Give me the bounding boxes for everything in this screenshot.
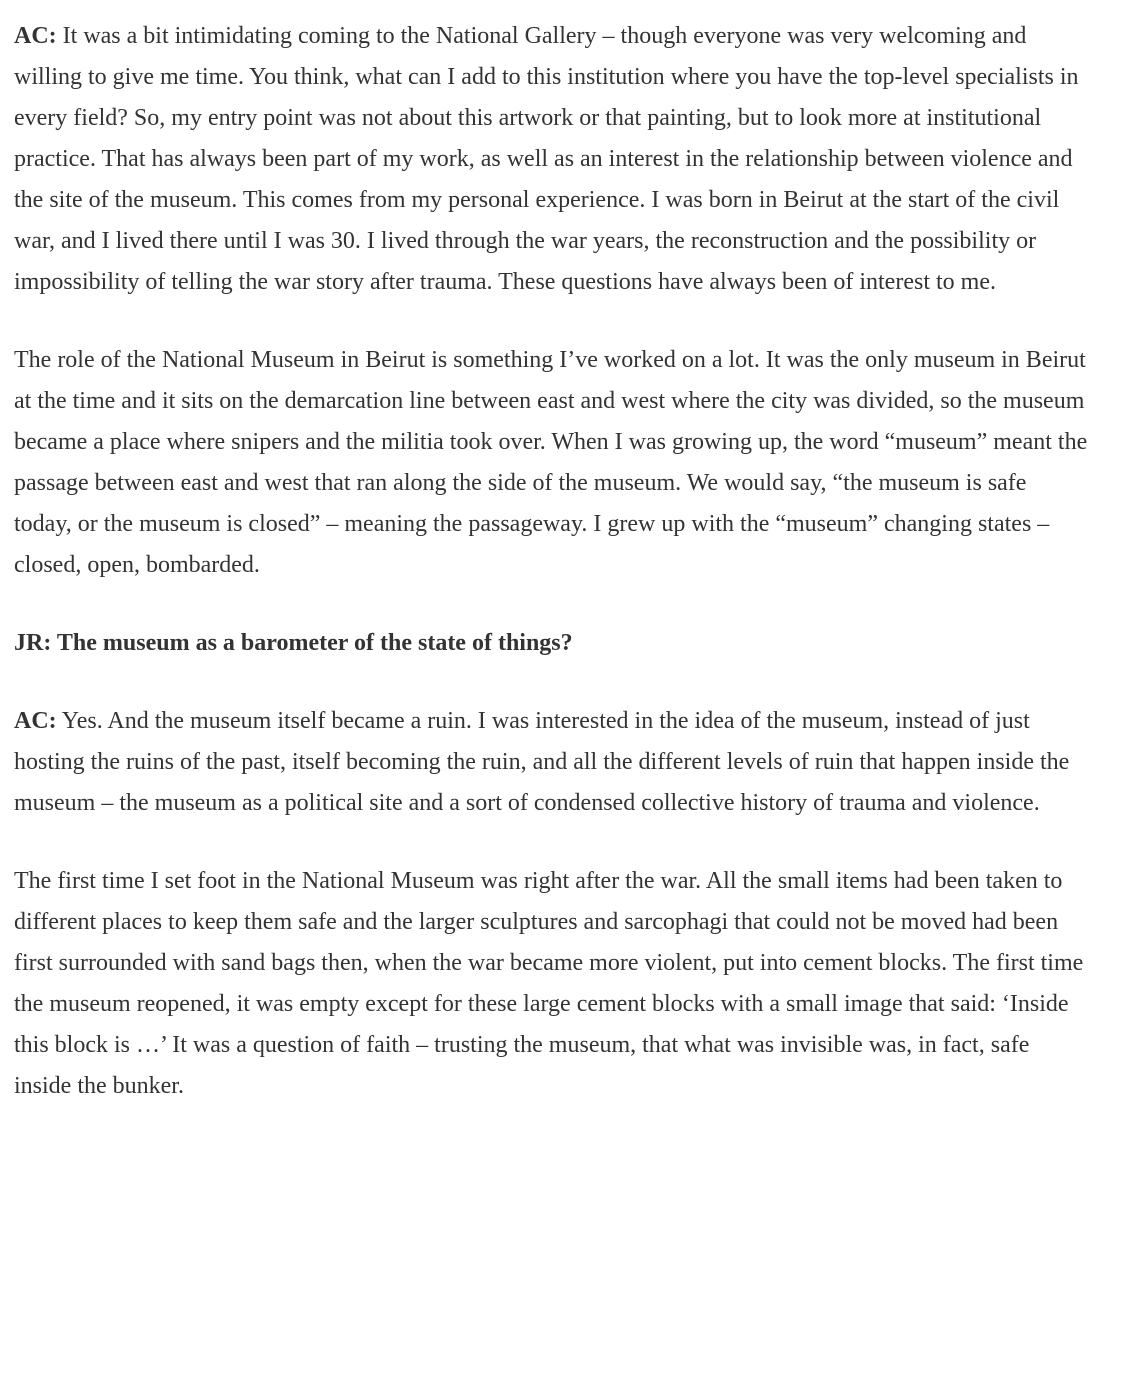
paragraph [14,701,1088,824]
paragraph [14,861,1088,1107]
interviewer-question [14,623,1088,664]
speaker-label: AC: [14,23,57,49]
paragraph-text: The museum as a barometer of the state of things? [56,630,573,656]
speaker-label: AC: [14,708,57,734]
speaker-label: JR: [14,630,52,656]
paragraph-text: The role of the National Museum in Beirut is something I’ve worked on a lot. It was the only museum in Beirut at the time and it sits on the demarcation line between east and west where the city was divided, so the museum became a place where snipers and the militia took over. When I was growing up, the word “museum” meant the passage between east and west that ran along the side of the museum. We would say, “the museum is safe today, or the museum is closed” – meaning the passageway. I grew up with the “museum” changing states – closed, open, bombarded. [14,347,1088,578]
paragraph-text: It was a bit intimidating coming to the National Gallery – though everyone was very welcoming and willing to give me time. You think, what can I add to this institution where you have the top-level specialists in every field? So, my entry point was not about this artwork or that painting, but to look more at institutional practice. That has always been part of my work, as well as an interest in the relationship between violence and the site of the museum. This comes from my personal experience. I was born in Beirut at the start of the civil war, and I lived there until I was 30. I lived through the war years, the reconstruction and the possibility or impossibility of telling the war story after trauma. These questions have always been of interest to me. [14,23,1079,295]
paragraph-text: The first time I set foot in the National Museum was right after the war. All the small items had been taken to different places to keep them safe and the larger sculptures and sarcophagi that could not be moved had been first surrounded with sand bags then, when the war became more violent, put into cement blocks. The first time the museum reopened, it was empty except for these large cement blocks with a small image that said: ‘Inside this block is …’ It was a question of faith – trusting the museum, that what was invisible was, in fact, safe inside the bunker. [14,868,1084,1099]
paragraph [14,340,1088,586]
paragraph-text: Yes. And the museum itself became a ruin. I was interested in the idea of the museum, instead of just hosting the ruins of the past, itself becoming the ruin, and all the different levels of ruin that happen inside the museum – the museum as a political site and a sort of condensed collective history of trauma and violence. [14,708,1070,816]
paragraph [14,16,1088,303]
